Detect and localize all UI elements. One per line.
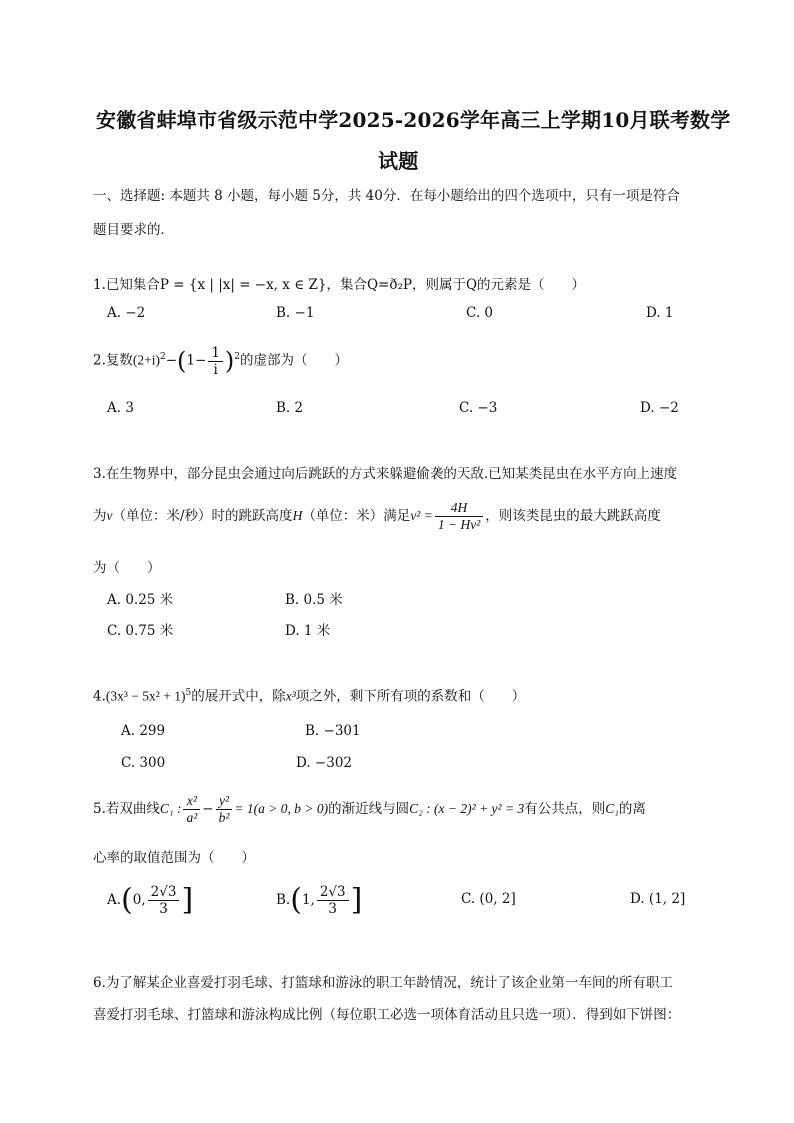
question-4-option-c: C. 300 xyxy=(121,755,166,771)
question-5-option-c: C. (0, 2] xyxy=(461,891,516,907)
question-4-exponent: 5 xyxy=(185,688,192,698)
document-title-line2: 试题 xyxy=(378,149,419,173)
question-5-frac-x-num: x² xyxy=(183,793,200,810)
question-5-option-a-open: ( xyxy=(121,882,133,918)
question-2-frac-den: i xyxy=(213,361,218,378)
question-3-option-d: D. 1 米 xyxy=(285,623,331,639)
question-5-text-c: 有公共点，则 xyxy=(524,801,606,817)
question-5-option-a-label: A. xyxy=(107,892,122,908)
question-2-fraction xyxy=(208,345,223,378)
question-5-option-a-num: 2√3 xyxy=(148,884,180,901)
document-title-line1: 安徽省蚌埠市省级示范中学2025-2026学年高三上学期10月联考数学 xyxy=(96,108,731,132)
question-2-exp2: 2 xyxy=(234,352,241,362)
question-3-formula-lhs: v² = xyxy=(410,508,433,523)
question-4-option-d: D. −302 xyxy=(296,755,353,771)
question-1-stem: 1.已知集合P = {x | |x| = −x, x ∈ Z}，集合Q=ð₂P，则属于Q的元素是（ ） xyxy=(93,277,586,293)
question-4-stem xyxy=(93,680,525,710)
question-2-option-b: B. 2 xyxy=(276,400,304,416)
question-1-option-b: B. −1 xyxy=(276,305,315,321)
question-5-fraction-y xyxy=(216,793,233,826)
question-5-curve-c1: C₁ : xyxy=(159,801,182,816)
question-2-minus: − xyxy=(165,352,178,369)
question-4-option-b: B. −301 xyxy=(305,723,361,739)
question-5-text-b: 的渐近线与圆 xyxy=(328,801,410,817)
question-5-line1 xyxy=(93,790,646,828)
question-3-option-c: C. 0.75 米 xyxy=(107,623,174,639)
question-2-option-a: A. 3 xyxy=(107,400,134,416)
question-2-suffix: 的虚部为（ ） xyxy=(240,352,349,369)
question-2-paren-close: ) xyxy=(224,347,235,375)
question-3-line3: 为（ ） xyxy=(93,560,161,576)
question-2-frac-num: 1 xyxy=(208,345,223,362)
question-5-option-a-value: 0, xyxy=(132,892,146,908)
question-5-option-b-den: 3 xyxy=(328,901,338,917)
question-3-text-a: 为 xyxy=(93,508,107,524)
question-5-curve-c1-ref: C₁ xyxy=(605,801,619,816)
question-5-option-b-open: ( xyxy=(290,882,302,918)
question-5-option-a-den: 3 xyxy=(159,901,168,917)
question-3-formula-fraction xyxy=(435,500,483,533)
question-5-frac-y-num: y² xyxy=(216,793,233,810)
question-3-var-h: H xyxy=(292,508,303,523)
question-3-var-v: v xyxy=(106,508,113,523)
question-6-line2: 喜爱打羽毛球、打篮球和游泳构成比例（每位职工必选一项体育活动且只选一项）．得到如下饼图： xyxy=(93,1007,681,1023)
question-3-line1: 3.在生物界中，部分昆虫会通过向后跳跃的方式来躲避偷袭的天敌.已知某类昆虫在水平方向上速度 xyxy=(93,466,678,482)
question-2-exp1: 2 xyxy=(160,352,166,362)
question-4-expression: (3x³ − 5x² + 1) xyxy=(105,688,186,704)
question-4-text-a: 的展开式中，除 xyxy=(191,688,286,705)
question-5-option-b-close: ] xyxy=(350,882,363,918)
question-5-option-b-value: 1, xyxy=(301,892,315,908)
question-5-option-b xyxy=(276,876,362,925)
question-1-option-c: C. 0 xyxy=(466,305,494,321)
question-5-frac-x-den: a² xyxy=(186,810,198,825)
section-heading: 一、选择题: 本题共 8 小题，每小题 5分，共 40分．在每小题给出的四个选项中，只有一项是符合 xyxy=(93,188,680,204)
question-5-option-b-num: 2√3 xyxy=(317,884,349,901)
question-5-option-a xyxy=(107,876,193,925)
question-5-line2: 心率的取值范围为（ ） xyxy=(93,850,255,866)
question-5-option-d: D. (1, 2] xyxy=(630,891,686,907)
question-1-option-a: A. −2 xyxy=(107,305,146,321)
question-3-line2 xyxy=(93,496,661,536)
question-4-prefix: 4. xyxy=(93,688,106,705)
question-5-equation-rest: = 1(a > 0, b > 0) xyxy=(234,801,329,816)
question-2-prefix: 2.复数 xyxy=(93,352,133,369)
question-3-text-c: （单位：米）满足 xyxy=(302,508,411,524)
question-5-fraction-x xyxy=(183,793,200,826)
question-5-minus: − xyxy=(202,801,214,817)
question-1-option-d: D. 1 xyxy=(646,305,674,321)
question-3-option-a: A. 0.25 米 xyxy=(107,592,174,608)
section-heading-cont: 题目要求的． xyxy=(93,222,174,238)
question-4-term: x³ xyxy=(285,688,296,704)
question-2-option-c: C. −3 xyxy=(459,400,498,416)
question-2-option-d: D. −2 xyxy=(640,400,679,416)
question-5-circle-c2: C₂ : (x − 2)² + y² = 3 xyxy=(409,801,525,816)
question-2-expr2: 1− xyxy=(186,352,207,369)
question-5-option-a-close: ] xyxy=(181,882,194,918)
question-6-line1: 6.为了解某企业喜爱打羽毛球、打篮球和游泳的职工年龄情况，统计了该企业第一车间的所有职工 xyxy=(93,975,673,991)
question-3-formula-num: 4H xyxy=(435,500,483,517)
question-5-text-d: 的离 xyxy=(618,801,646,817)
question-5-frac-y-den: b² xyxy=(218,810,230,825)
question-5-option-a-fraction xyxy=(148,884,180,917)
question-3-formula-den: 1 − Hv² xyxy=(437,517,481,532)
question-3-text-b: （单位：米/秒）时的跳跃高度 xyxy=(112,508,293,524)
question-5-option-b-label: B. xyxy=(276,892,291,908)
question-3-text-d: ，则该类昆虫的最大跳跃高度 xyxy=(485,508,661,524)
question-5-option-b-fraction xyxy=(317,884,349,917)
question-4-text-b: 项之外，剩下所有项的系数和（ ） xyxy=(295,688,526,705)
question-2-paren-open: ( xyxy=(177,347,187,375)
question-2-expr1: (2+i) xyxy=(132,352,160,368)
question-5-text-a: 5.若双曲线 xyxy=(93,801,160,817)
question-4-option-a: A. 299 xyxy=(121,723,166,739)
question-3-option-b: B. 0.5 米 xyxy=(285,592,343,608)
question-2-stem xyxy=(93,340,348,378)
